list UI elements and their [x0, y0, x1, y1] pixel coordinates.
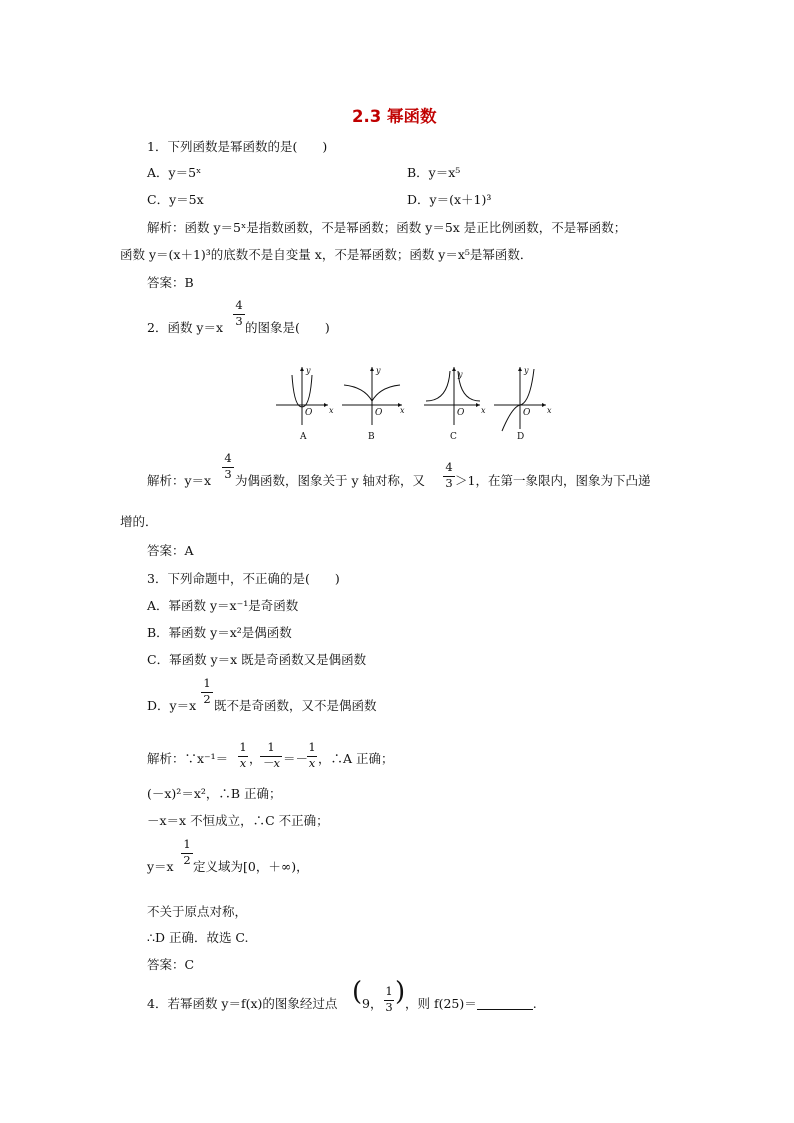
graph-a-origin-label: O — [305, 408, 313, 418]
q2-analysis-frac-den: 3 — [445, 475, 453, 490]
graph-c — [424, 367, 486, 442]
q3-line-d-exp-den: 2 — [183, 852, 191, 867]
q2-analysis-pre: 解析：y＝x — [147, 473, 212, 488]
q3-frac2-num: 1 — [267, 740, 275, 754]
graph-a-x-label: x — [329, 406, 334, 415]
graph-b-origin-label: O — [375, 408, 383, 418]
q2-analysis-exp-den: 3 — [224, 466, 232, 481]
graph-c-caption: C — [450, 432, 457, 442]
q3-analysis-pre: 解析：∵x⁻¹＝ — [147, 751, 229, 766]
q3-line-b: (－x)²＝x²，∴B 正确； — [147, 786, 282, 801]
graph-c-origin-label: O — [457, 408, 465, 418]
q4-stem-post — [405, 998, 537, 1011]
q4-right-paren: ) — [395, 977, 406, 1007]
q1-option-c: C．y＝5x — [147, 192, 204, 207]
graph-a-y-label: y — [306, 366, 311, 375]
graph-c-y-label: y — [458, 370, 463, 379]
q3-option-d-exp-num: 1 — [203, 676, 211, 690]
graph-d — [494, 366, 552, 442]
q1-answer: 答案：B — [147, 275, 194, 290]
q2-analysis-fraction — [443, 462, 455, 489]
graph-c-x-label: x — [481, 406, 486, 415]
graph-d-y-label: y — [524, 366, 529, 375]
graph-b-x-label: x — [400, 406, 405, 415]
q4-point — [352, 977, 406, 1022]
graph-b-caption: B — [368, 432, 375, 442]
q3-option-d-exp-den: 2 — [203, 691, 211, 706]
q1-option-d: D．y＝(x＋1)³ — [407, 192, 492, 207]
q1-stem: 1．下列函数是幂函数的是( ) — [147, 139, 328, 154]
q2-exponent — [233, 300, 245, 327]
q2-stem-post: 的图象是( ) — [245, 320, 330, 335]
q3-line-d-exp-num: 1 — [183, 837, 191, 851]
q3-stem: 3．下列命题中，不正确的是( ) — [147, 571, 340, 586]
q1-analysis-line2: 函数 y＝(x＋1)³的底数不是自变量 x，不是幂函数；函数 y＝x⁵是幂函数． — [120, 247, 533, 262]
q3-option-c: C．幂函数 y＝x 既是奇函数又是偶函数 — [147, 652, 367, 667]
q3-option-a: A．幂函数 y＝x⁻¹是奇函数 — [147, 598, 299, 613]
q4-point-x: 9， — [362, 996, 383, 1011]
q4-left-paren: ( — [352, 977, 363, 1007]
q2-exp-num: 4 — [235, 298, 243, 312]
q2-graphs — [272, 363, 572, 443]
q3-option-d-exponent — [201, 678, 213, 705]
graph-b — [342, 366, 405, 442]
q1-option-a: A．y＝5ˣ — [147, 165, 202, 180]
q3-option-b: B．幂函数 y＝x²是偶函数 — [147, 625, 292, 640]
q3-frac1-num: 1 — [239, 740, 247, 754]
q4-stem-post-text: ，则 f(25)＝ — [405, 996, 477, 1011]
page-title: 2.3 幂函数 — [352, 107, 437, 126]
q2-analysis-frac-num: 4 — [445, 460, 453, 474]
q3-analysis-post: ，∴A 正确； — [318, 751, 394, 766]
q3-line-f: ∴D 正确．故选 C. — [147, 930, 249, 945]
q4-point-den: 3 — [385, 999, 393, 1014]
q3-frac2-den: －x — [262, 755, 280, 770]
q3-line-c: －x＝x 不恒成立，∴C 不正确； — [147, 813, 329, 828]
graph-d-origin-label: O — [523, 408, 531, 418]
q2-analysis-exp-num: 4 — [224, 451, 232, 465]
q3-line-d-post: 定义域为[0，＋∞)， — [193, 859, 309, 874]
q2-answer: 答案：A — [147, 543, 194, 558]
q3-analysis-eq: ＝－ — [283, 751, 309, 766]
q4-stem-end: . — [532, 996, 537, 1011]
q3-line-d-pre: y＝x — [147, 859, 174, 874]
q1-option-b: B．y＝x⁵ — [407, 165, 461, 180]
graph-d-caption: D — [517, 432, 525, 442]
q2-analysis-mid: 为偶函数，图象关于 y 轴对称，又 — [235, 473, 426, 488]
q2-exp-den: 3 — [235, 313, 243, 328]
q2-stem-pre: 2．函数 y＝x — [147, 320, 224, 335]
q3-answer: 答案：C — [147, 957, 195, 972]
graph-b-y-label: y — [376, 366, 381, 375]
q2-analysis-post: ＞1，在第一象限内，图象为下凸递 — [455, 473, 651, 488]
graph-a — [276, 366, 334, 442]
q2-analysis-exponent — [222, 453, 234, 480]
q4-point-fraction — [384, 986, 394, 1013]
q3-frac1-den: x — [239, 755, 247, 770]
q4-answer-blank[interactable] — [477, 1009, 533, 1010]
q3-frac3-num: 1 — [308, 740, 316, 754]
graph-d-x-label: x — [547, 406, 552, 415]
q3-option-d-pre: D．y＝x — [147, 698, 197, 713]
q2-analysis-line2: 增的． — [120, 514, 158, 529]
q3-analysis-comma: ， — [249, 751, 262, 766]
q3-frac3-den: x — [308, 755, 316, 770]
q3-line-d-exponent — [181, 839, 193, 866]
q3-analysis-frac2 — [260, 742, 282, 769]
q3-analysis-frac3 — [307, 742, 317, 769]
q3-analysis-frac1 — [238, 742, 248, 769]
q3-option-d-post: 既不是奇函数，又不是偶函数 — [214, 698, 377, 713]
q4-stem-pre: 4．若幂函数 y＝f(x)的图象经过点 — [147, 996, 338, 1011]
q3-line-e: 不关于原点对称， — [147, 904, 248, 919]
q1-analysis-line1: 解析：函数 y＝5ˣ是指数函数，不是幂函数；函数 y＝5x 是正比例函数，不是幂函数； — [147, 220, 627, 235]
graph-a-caption: A — [300, 432, 307, 442]
q4-point-num: 1 — [385, 984, 393, 998]
